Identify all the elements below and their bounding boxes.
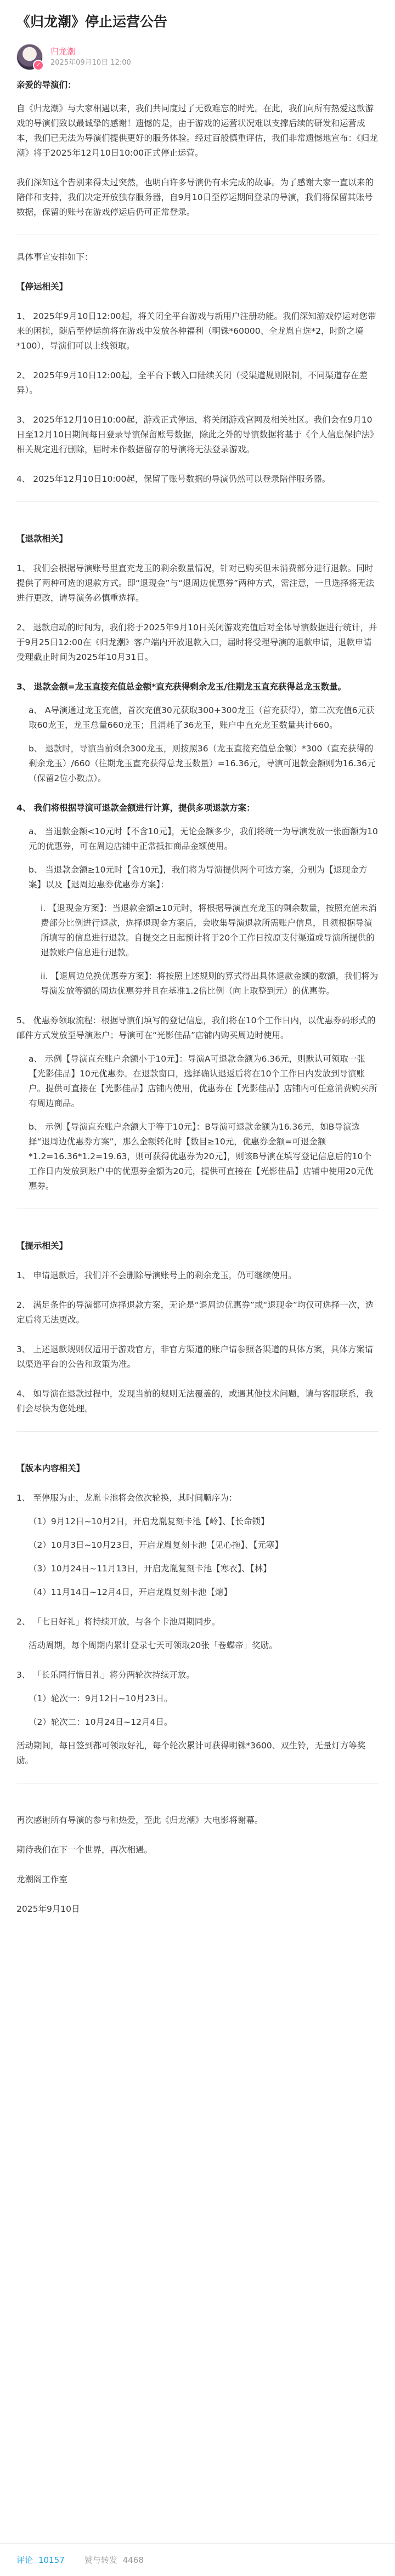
closing-line-2: 期待我们在下一个世界，再次相遇。 xyxy=(16,1845,153,1855)
like-label: 赞与转发 xyxy=(84,2555,117,2565)
like-count: 4468 xyxy=(122,2555,144,2565)
comment-count: 10157 xyxy=(38,2555,65,2565)
plan-intro: 具体事宜安排如下： xyxy=(16,252,93,262)
version-item-2-note: 活动周期，每个周期内累计登录七天可领取20张「卷蝶帝」奖励。 xyxy=(29,1640,278,1650)
shutdown-item-2: 2、 2025年9月10日12:00起，全平台下载入口陆续关闭（受渠道规则限制，不同渠道存在差异）。 xyxy=(16,371,368,395)
refund-example-b: b、 退款时，导演当前剩余300龙玉，则按照36（龙玉直接充值总金额）*300（直充获得的剩余龙玉）/660（往期龙玉直充获得总龙玉数量）=16.36元，导演可退款金额则为16.36元（保留2位小数点）。 xyxy=(29,744,376,783)
banner-schedule-item: （2）10月3日~10月23日，开启龙胤复刻卡池【见心拖】、【元寒】 xyxy=(29,1540,283,1550)
verified-icon: ✓ xyxy=(33,60,44,71)
author-meta xyxy=(50,45,131,69)
refund-item-1: 1、 我们会根据导演账号里直充龙玉的剩余数量情况，针对已购买但未消费部分进行退款。同时提供了两种可选的退款方式。即“退现金”与“退周边优惠券”两种方式，需注意，一旦选择将无法进行更改，请导演务必慎重选择。 xyxy=(16,563,375,603)
comment-button[interactable] xyxy=(16,2554,65,2566)
event-round-1: （1）轮次一：9月12日~10月23日。 xyxy=(29,1694,173,1703)
shutdown-item-4: 4、 2025年12月10日10:00起，保留了账号数据的导演仍然可以登录陪伴服务器。 xyxy=(16,474,331,484)
greeting: 亲爱的导演们： xyxy=(16,80,76,90)
refund-example-a: a、 A导演通过龙玉充值，首次充值30元获取300+300龙玉（首充获得），第二次充值6元获取60龙玉，龙玉总量660龙玉；且消耗了36龙玉，账户中直充龙玉数量共计660。 xyxy=(29,705,375,730)
version-item-2: 2、 「七日好礼」将持续开放，与各个卡池周期同步。 xyxy=(16,1617,221,1627)
refund-item-4: 4、 我们将根据导演可退款金额进行计算，提供多项退款方案： xyxy=(16,803,255,813)
intro-paragraph-2: 我们深知这个告别来得太过突然，也明白许多导演仍有未完成的故事。为了感谢大家一直以来的陪伴和支持，我们决定开放独存服务器，自9月10日至停运期间登录的导演，我们将保留其账号数据，保留的账号在游戏停运后仍可正常登录。 xyxy=(16,178,374,217)
signature-team: 龙潮阁工作室 xyxy=(16,1874,68,1884)
coupon-example-b: b、 示例【导演直充账户余额大于等于10元】：B导演可退款金额为16.36元，如B导演选择“退周边优惠券方案”，那么金额转化时【数目≥10元，优惠券金额=可退金额*1.2=16.36*1.2=19.63，则可获得优惠券为20元】，则该B导演在填写登记信息后的10个工作日内发放到账户中的优惠券金额为20元，提供可直接在【光影佳品】店铺中使用20元优惠券。 xyxy=(29,1122,374,1191)
intro-paragraph-1: 自《归龙潮》与大家相遇以来，我们共同度过了无数难忘的时光。在此，我们向所有热爱这款游戏的导演们致以最诚挚的感谢！遗憾的是，由于游戏的运营状况难以支撑后续的研发和运营成本，我们已无法为导演们提供更好的服务体验。经过百般慎重评估，我们非常遗憾地宣布：《归龙潮》将于2025年12月10日10:00正式停止运营。 xyxy=(16,104,378,158)
coupon-example-a: a、 示例【导演直充账户余额小于10元】：导演A可退款金额为6.36元，则默认可领取一张【光影佳品】10元优惠券。在退款窗口，选择确认退返后将在10个工作日内发放到导演账户。提供可直接在【光影佳品】店铺内使用，优惠券在【光影佳品】店铺内可任意消费购买所有周边商品。 xyxy=(29,1054,377,1108)
closing-line-1: 再次感谢所有导演的参与和热爱，至此《归龙潮》大电影将谢幕。 xyxy=(16,1815,263,1825)
refund-item-3: 3、 退款金额=龙玉直接充值总金额*直充获得剩余龙玉/往期龙玉直充获得总龙玉数量。 xyxy=(16,682,346,692)
banner-schedule-item: （3）10月24日~11月13日，开启龙胤复刻卡池【寒衣】、【林】 xyxy=(29,1564,272,1574)
section-title-notes: 【提示相关】 xyxy=(16,1241,68,1251)
signature-date: 2025年9月10日 xyxy=(16,1904,80,1914)
bottom-action-bar xyxy=(0,2543,395,2576)
refund-item-5: 5、 优惠券领取流程：根据导演们填写的登记信息，我们将在10个工作日内，以优惠券码形式的邮件方式发放至导演账户；导演可在“光影佳品”店铺内购买周边时使用。 xyxy=(16,1016,376,1040)
avatar[interactable] xyxy=(16,44,43,70)
page-title: 《归龙潮》停止运营公告 xyxy=(16,14,168,30)
like-button[interactable] xyxy=(84,2554,144,2566)
notes-item-3: 3、 上述退款规则仅适用于游戏官方，非官方渠道的账户请参照各渠道的具体方案，具体方案请以渠道平台的公告和政策为准。 xyxy=(16,1344,374,1369)
version-item-1: 1、 至停服为止，龙胤卡池将会依次轮换，其时间顺序为： xyxy=(16,1493,238,1503)
post-time: 2025年09月10日 12:00 xyxy=(50,59,131,67)
section-title-version: 【版本内容相关】 xyxy=(16,1463,85,1473)
shutdown-item-1: 1、 2025年9月10日12:00起，将关闭全平台游戏与新用户注册功能。我们深知游戏停运对您带来的困扰，随后至停运前将在游戏中发放各种福利（明铢*60000、全龙胤自选*2，时阶之境*100），导演们可以上线领取。 xyxy=(16,311,376,351)
section-title-refund: 【退款相关】 xyxy=(16,534,68,544)
refund-option-b-i: i. 【退现金方案】：当退款金额≥10元时，将根据导演直充龙玉的剩余数量，按照充值未消费部分比例进行退款，选择退现金方案后，会收集导演退款所需账户信息，且须根据导演所填写的信息进行退款。自提交之日起预计将于20个工作日按原支付渠道或导演所提供的退款账户信息进行退款。 xyxy=(41,903,377,958)
author-row xyxy=(16,44,379,70)
refund-item-2: 2、 退款启动的时间为，我们将于2025年9月10日关闭游戏充值后对全体导演数据进行统计，并于9月25日12:00在《归龙潮》客户端内开放退款入口，届时将受理导演的退款申请，退款申请受理截止时间为2025年10月31日。 xyxy=(16,623,377,662)
event-round-2: （2）轮次二：10月24日~12月4日。 xyxy=(29,1717,173,1727)
banner-schedule-item: （4）11月14日~12月4日，开启龙胤复刻卡池【熄】 xyxy=(29,1587,232,1597)
article-body xyxy=(16,78,379,1917)
refund-option-b: b、 当退款金额≥10元时【含10元】，我们将为导演提供两个可选方案，分别为【退现金方案】以及【退周边惠券优惠券方案】： xyxy=(29,865,368,890)
refund-option-a: a、 当退款金额<10元时【不含10元】，无论金额多少，我们将统一为导演发放一张面额为10元的优惠券，可在周边店铺中正常抵扣商品金额使用。 xyxy=(29,827,378,851)
comment-label: 评论 xyxy=(16,2555,33,2565)
version-item-3: 3、 「长乐同行惜日礼」将分两轮次持续开放。 xyxy=(16,1670,195,1680)
author-name[interactable]: 归龙潮 xyxy=(50,47,76,56)
version-item-3-note: 活动期间，每日签到都可领取好礼，每个轮次累计可获得明铢*3600、双生铃，无量灯方等奖励。 xyxy=(16,1741,366,1765)
refund-option-b-ii: ii. 【退周边兑换优惠券方案】：将按照上述规则的算式得出具体退款金额的数额，我们将为导演发放等额的周边优惠券并且在基准1.2倍比例（向上取整到元）的优惠券。 xyxy=(41,971,379,996)
section-title-shutdown: 【停运相关】 xyxy=(16,282,68,292)
notes-item-1: 1、 申请退款后，我们并不会删除导演账号上的剩余龙玉，仍可继续使用。 xyxy=(16,1270,297,1280)
banner-schedule-item: （1）9月12日~10月2日，开启龙胤复刻卡池【岭】、【长命锁】 xyxy=(29,1517,269,1526)
notes-item-4: 4、 如导演在退款过程中，发现当前的规则无法覆盖的，或遇其他技术问题，请与客服联系，我们会尽快为您处理。 xyxy=(16,1389,374,1414)
notes-item-2: 2、 满足条件的导演都可选择退款方案，无论是“退周边优惠券”或“退现金”均仅可选择一次，选定后将无法更改。 xyxy=(16,1300,374,1325)
shutdown-item-3: 3、 2025年12月10日10:00起，游戏正式停运，将关闭游戏官网及相关社区。我们会在9月10日至12月10日期间每日登录导演保留账号数据，除此之外的导演数据将基于《个人信息保护法》相关规定进行删除，届时未作数据留存的导演将无法登录游戏。 xyxy=(16,415,379,454)
